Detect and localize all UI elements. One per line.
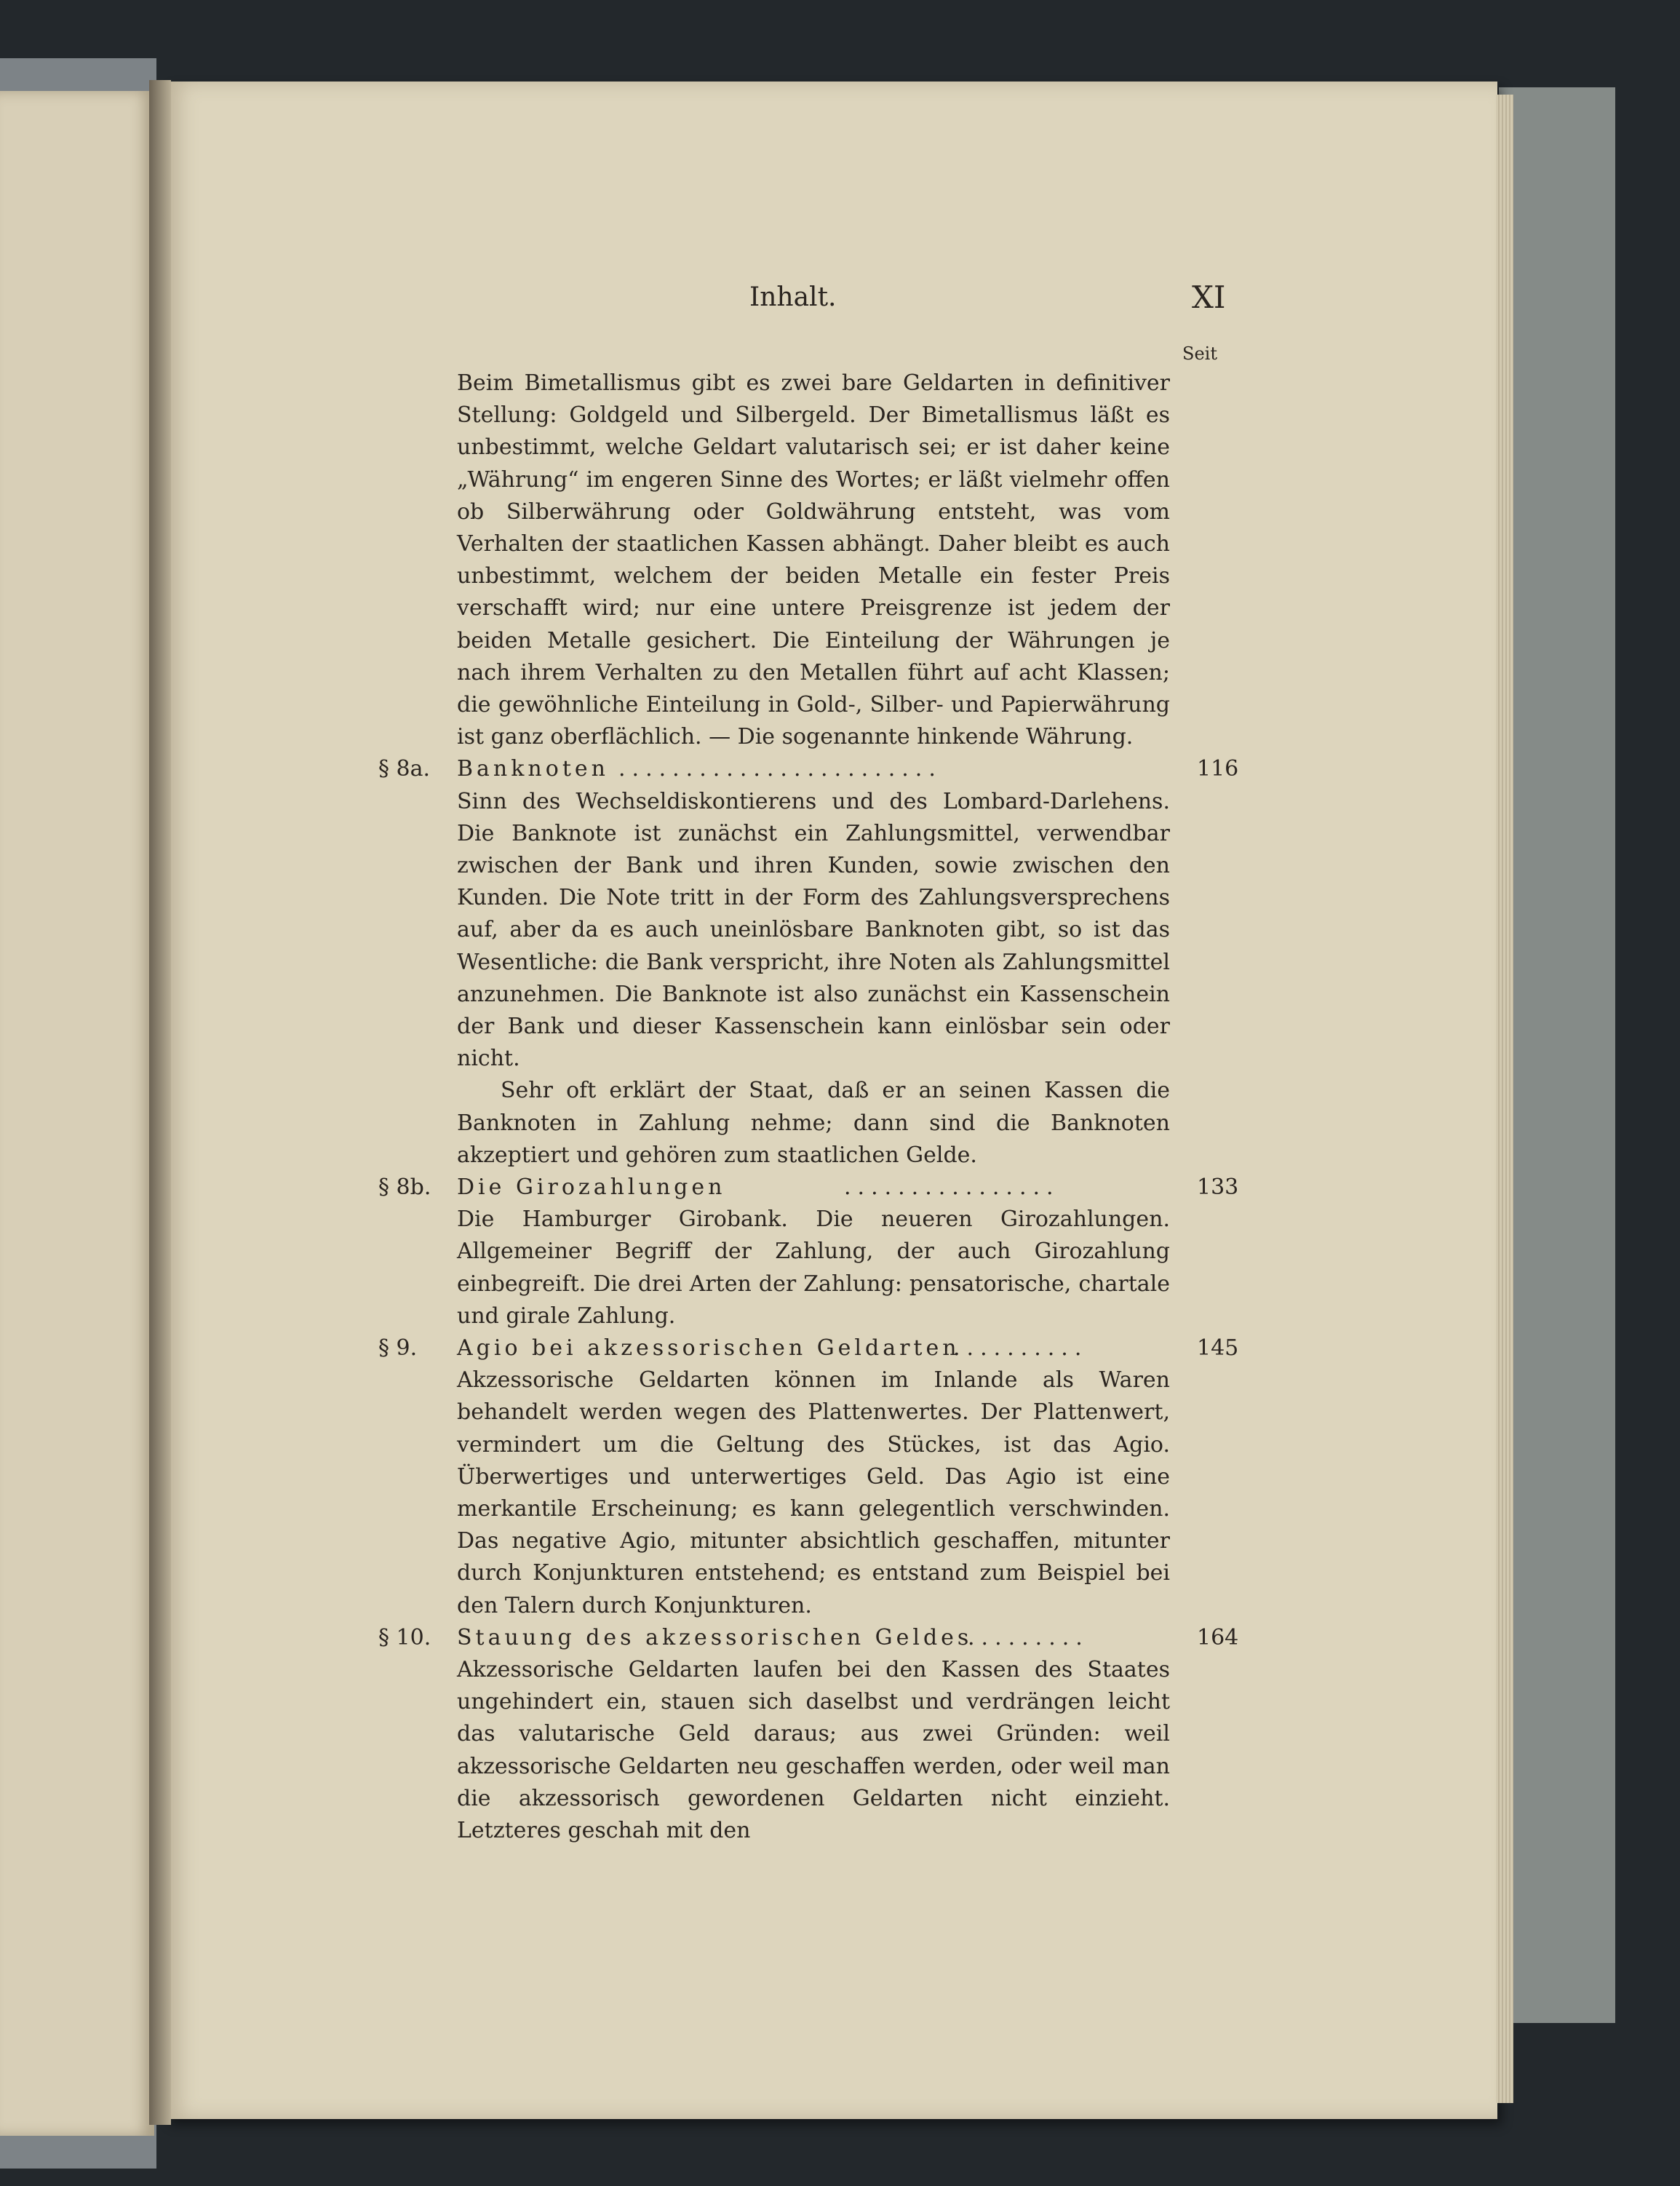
running-head-title: Inhalt.: [749, 282, 837, 312]
contents-text: [378, 367, 1239, 1847]
section-description: Sehr oft erklärt der Staat, daß er an seinen Kassen die Banknoten in Zahlung nehme; dann sind die Banknoten akzeptiert und gehören zum staatlichen Gelde.: [457, 1078, 1170, 1168]
toc-entry-10: [378, 1622, 1239, 1654]
section-number: § 10.: [378, 1624, 431, 1650]
page-number: XI: [1192, 279, 1226, 315]
section-title: Stauung des akzessorischen Geldes: [457, 1624, 973, 1650]
toc-entry-8a: [378, 753, 1239, 785]
dot-leader: ........................: [618, 756, 942, 782]
section-page: 164: [1197, 1624, 1239, 1650]
section-page: 145: [1197, 1335, 1239, 1362]
left-page-edge: [0, 91, 154, 2136]
section-description: Akzessorische Geldarten laufen bei den Kassen des Staates ungehindert ein, stauen sich daselbst und verdrängen leicht das valutarische Geld daraus; aus zwei Gründen: weil akzessorische Geldarten neu geschaffen werden, oder weil man die akzessorisch gewordenen Geldarten nicht einzieht. Letzteres geschah mit den: [457, 1657, 1170, 1844]
book-gutter: [149, 80, 171, 2125]
toc-entry-9: [378, 1332, 1239, 1364]
dot-leader: ..........: [953, 1335, 1088, 1362]
dot-leader: ................: [844, 1175, 1060, 1201]
book-cover-right: [1499, 87, 1615, 2023]
section-title: Die Girozahlungen: [457, 1175, 726, 1201]
section-title: Banknoten: [457, 756, 609, 782]
section-page: 133: [1197, 1175, 1239, 1201]
section-title: Agio bei akzessorischen Geldarten: [457, 1335, 960, 1362]
section-page: 116: [1197, 756, 1239, 782]
section-number: § 8b.: [378, 1175, 431, 1201]
page-stack-edge: [1496, 95, 1513, 2103]
dot-leader: .........: [968, 1624, 1089, 1650]
section-description: Sinn des Wechseldiskontierens und des Lombard-Darlehens. Die Banknote ist zunächst ein Zahlungsmittel, verwendbar zwischen der Bank und ihren Kunden, sowie zwischen den Kunden. Die Note tritt in der Form des Zahlungsversprechens auf, aber da es auch uneinlösbare Banknoten gibt, so ist das Wesentliche: die Bank verspricht, ihre Noten als Zahlungsmittel anzunehmen. Die Banknote ist also zunächst ein Kassenschein der Bank und dieser Kassenschein kann einlösbar sein oder nicht.: [457, 788, 1170, 1072]
section-number: § 8a.: [378, 756, 431, 782]
section-description: Die Hamburger Girobank. Die neueren Girozahlungen. Allgemeiner Begriff der Zahlung, der auch Girozahlung einbegreift. Die drei Arten der Zahlung: pensatorische, chartale und girale Zahlung.: [457, 1207, 1170, 1329]
section-number: § 9.: [378, 1335, 418, 1362]
toc-entry-8b: [378, 1172, 1239, 1204]
intro-paragraph: Beim Bimetallismus gibt es zwei bare Geldarten in definitiver Stellung: Goldgeld und Silbergeld. Der Bimetallismus läßt es unbestimmt, welche Geldart valutarisch sei; er ist daher keine „Währung“ im engeren Sinne des Wortes; er läßt vielmehr offen ob Silberwährung oder Goldwährung entsteht, was vom Verhalten der staatlichen Kassen abhängt. Daher bleibt es auch unbestimmt, welchem der beiden Metalle ein fester Preis verschafft wird; nur eine untere Preisgrenze ist jedem der beiden Metalle gesichert. Die Einteilung der Währungen je nach ihrem Verhalten zu den Metallen führt auf acht Klassen; die gewöhnliche Einteilung in Gold-, Silber- und Papierwährung ist ganz oberflächlich. — Die sogenannte hinkende Währung.: [457, 370, 1170, 750]
page-column-label: Seit: [1182, 343, 1217, 364]
section-description: Akzessorische Geldarten können im Inlande als Waren behandelt werden wegen des Plattenwertes. Der Plattenwert, vermindert um die Geltung des Stückes, ist das Agio. Überwertiges und unterwertiges Geld. Das Agio ist eine merkantile Erscheinung; es kann gelegentlich verschwinden. Das negative Agio, mitunter absichtlich geschaffen, mitunter durch Konjunkturen entstehend; es entstand zum Beispiel bei den Talern durch Konjunkturen.: [457, 1367, 1170, 1618]
